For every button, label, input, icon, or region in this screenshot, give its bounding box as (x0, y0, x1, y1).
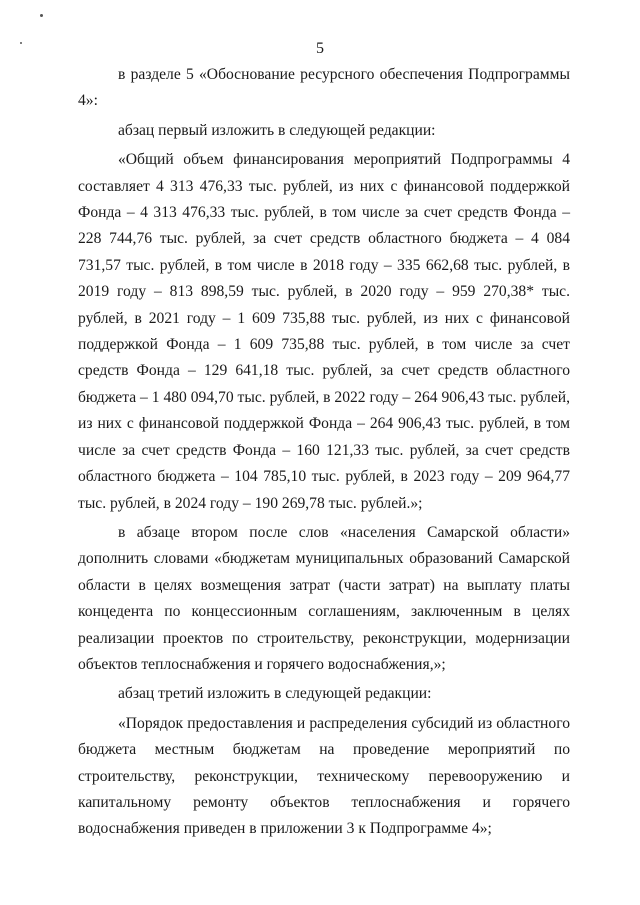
paragraph-instruction-second: в абзаце втором после слов «населения Самарской области» дополнить словами «бюджетам муниципальных образований Самарской области в целях возмещения затрат (части затрат) на выплату платы концедента по концессионным соглашениям, заключенным в целях реализации проектов по строительству, реконструкции, модернизации объектов теплоснабжения и горячего водоснабжения,»; (78, 523, 570, 673)
paragraph-financing-volume: «Общий объем финансирования мероприятий Подпрограммы 4 составляет 4 313 476,33 тыс. рублей, из них с финансовой поддержкой Фонда – 4 313 476,33 тыс. рублей, в том числе за счет средств Фонда – 228 744,76 тыс. рублей, за счет средств областного бюджета – 4 084 731,57 тыс. рублей, в том числе в 2018 году – 335 662,68 тыс. рублей, в 2019 году – 813 898,59 тыс. рублей, в 2020 году – 959 270,38* тыс. рублей, в 2021 году – 1 609 735,88 тыс. рублей, из них с финансовой поддержкой Фонда – 1 609 735,88 тыс. рублей, в том числе за счет средств Фонда – 129 641,18 тыс. рублей, за счет средств областного бюджета – 1 480 094,70 тыс. рублей, в 2022 году – 264 906,43 тыс. рублей, из них с финансовой поддержкой Фонда – 264 906,43 тыс. рублей, в том числе за счет средств Фонда – 160 121,33 тыс. рублей, за счет средств областного бюджета – 104 785,10 тыс. рублей, в 2023 году – 209 964,77 тыс. рублей, в 2024 году – 190 269,78 тыс. рублей.»; (78, 151, 570, 512)
paragraph-instruction-third: абзац третий изложить в следующей редакции: (118, 685, 432, 703)
paragraph-section-heading: в разделе 5 «Обоснование ресурсного обеспечения Подпрограммы 4»: (78, 66, 570, 110)
page-number: 5 (316, 40, 324, 57)
paragraph-subsidy-procedure: «Порядок предоставления и распределения субсидий из областного бюджета местным бюджетам на проведение мероприятий по строительству, реконструкции, техническому перевооружению и капитальному ремонту объектов теплоснабжения и горячего водоснабжения приведен в приложении 3 к Подпрограмме 4»; (78, 714, 570, 838)
paragraph-instruction-first: абзац первый изложить в следующей редакции: (118, 121, 436, 139)
document-body (78, 62, 570, 843)
scan-speck (40, 14, 43, 17)
